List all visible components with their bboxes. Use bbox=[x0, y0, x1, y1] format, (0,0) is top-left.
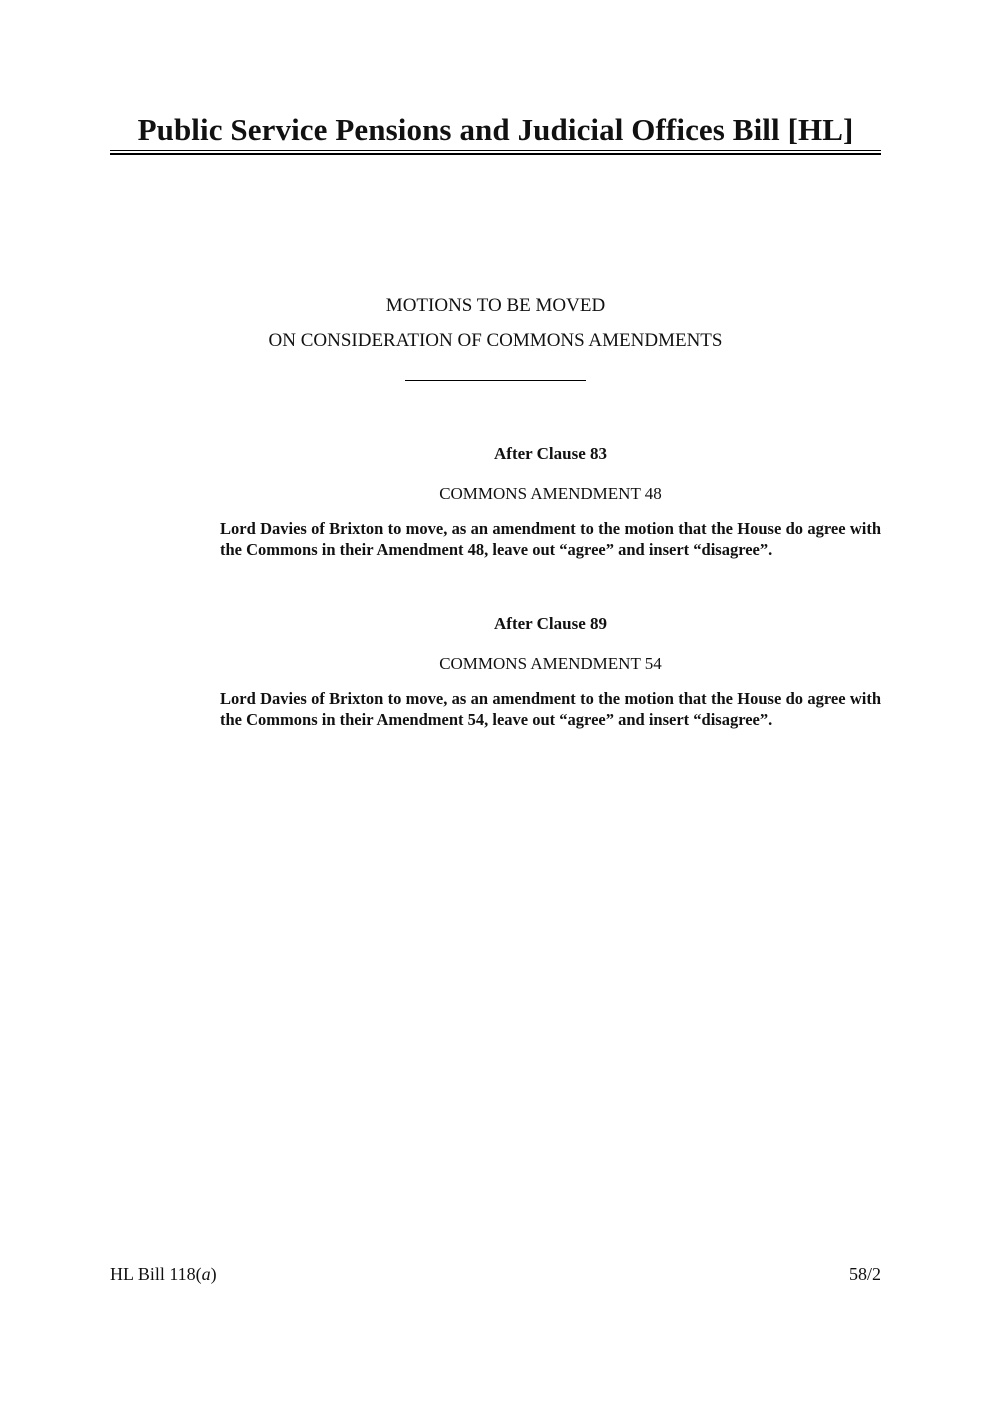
clause-heading: After Clause 83 bbox=[494, 444, 607, 463]
clause-heading: After Clause 89 bbox=[494, 614, 607, 633]
bill-number-suffix: ) bbox=[210, 1264, 217, 1284]
section-divider bbox=[405, 380, 586, 381]
motion-text: Lord Davies of Brixton to move, as an amendment to the motion that the House do agree with the Commons in their Amendment 48, leave out “agree” and insert “disagree”. bbox=[220, 519, 881, 559]
title-rule-thick bbox=[110, 153, 881, 155]
motions-heading-line1: MOTIONS TO BE MOVED bbox=[385, 295, 606, 316]
page-reference: 58/2 bbox=[848, 1264, 881, 1284]
bill-number-italic: a bbox=[201, 1264, 211, 1284]
amendment-heading: COMMONS AMENDMENT 48 bbox=[439, 484, 662, 503]
bill-number-prefix: HL Bill 118( bbox=[110, 1264, 202, 1284]
amendment-section bbox=[220, 613, 881, 730]
title-rule-thin bbox=[110, 150, 881, 151]
page-title: Public Service Pensions and Judicial Offices Bill [HL] bbox=[137, 112, 854, 147]
motions-heading-line2: ON CONSIDERATION OF COMMONS AMENDMENTS bbox=[268, 330, 723, 351]
bill-number bbox=[110, 1263, 217, 1285]
title-double-rule bbox=[110, 150, 881, 156]
amendment-section bbox=[220, 443, 881, 560]
motion-text: Lord Davies of Brixton to move, as an amendment to the motion that the House do agree with the Commons in their Amendment 54, leave out “agree” and insert “disagree”. bbox=[220, 689, 881, 729]
amendment-heading: COMMONS AMENDMENT 54 bbox=[439, 654, 662, 673]
